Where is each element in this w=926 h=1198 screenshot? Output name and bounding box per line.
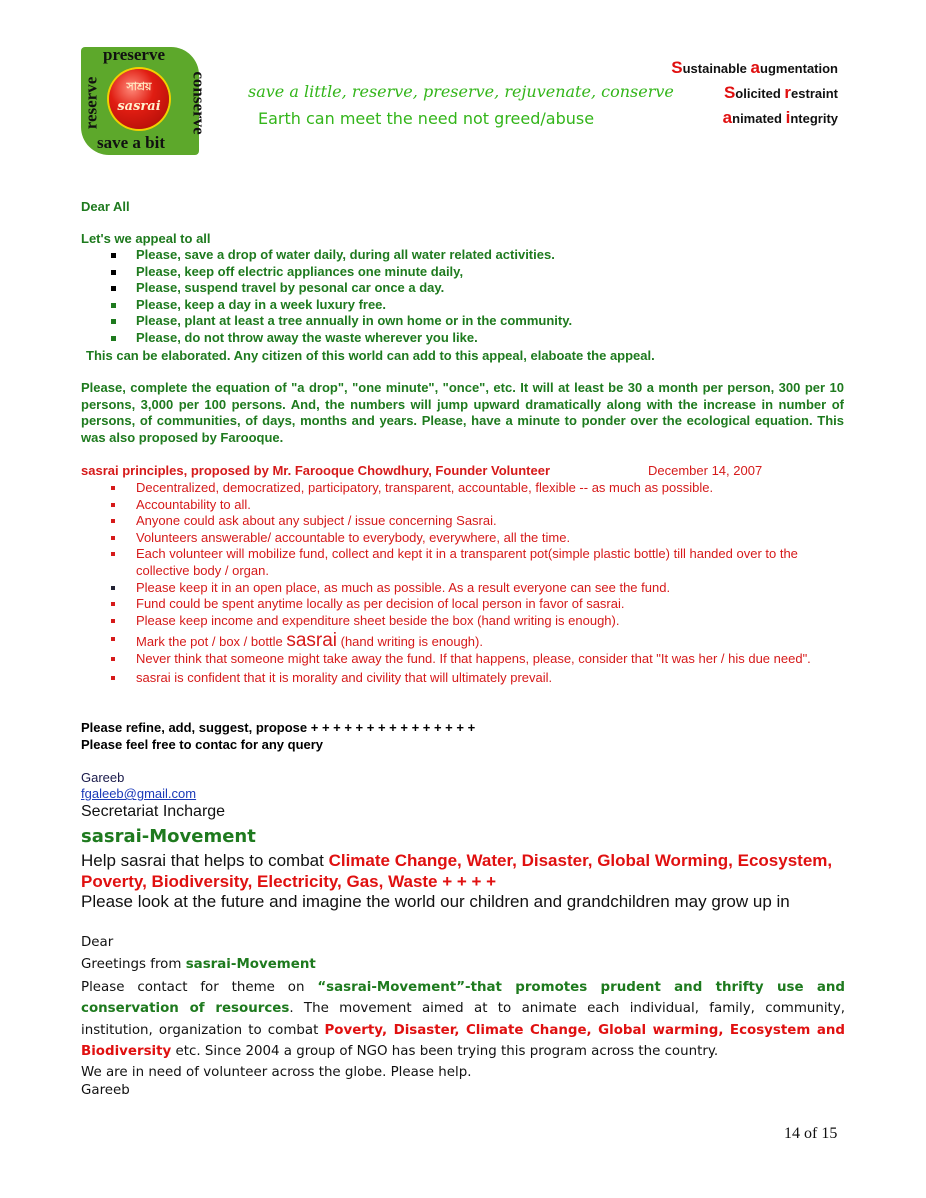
letter-text: . The movement aimed at to animate each individual, family, community, institution, organization to combat bbox=[81, 1001, 845, 1038]
letter-volunteer: We are in need of volunteer across the globe. Please help. bbox=[81, 1065, 472, 1081]
principle-item: sasrai is confident that it is morality and civility that will ultimately prevail. bbox=[110, 670, 850, 687]
letter-greeting bbox=[81, 957, 316, 972]
acronym-cap: i bbox=[785, 108, 791, 127]
greeting-prefix: Greetings from bbox=[81, 957, 186, 972]
greeting-movement: sasrai-Movement bbox=[185, 957, 316, 972]
letter-theme: “sasrai-Movement”-that promotes prudent and thrifty use and conservation of resources bbox=[81, 980, 845, 1017]
acronym-rest: nimated bbox=[732, 111, 786, 126]
help-causes: Climate Change, Water, Disaster, Global Worming, Ecosystem, Poverty, Biodiversity, Electricity, Gas, Waste + + + + bbox=[81, 851, 833, 891]
acronym-rest: ustainable bbox=[682, 61, 751, 76]
letter-signature: Gareeb bbox=[81, 1083, 130, 1098]
principles-date: December 14, 2007 bbox=[648, 463, 763, 478]
mark-text-before: Mark the pot / box / bottle bbox=[136, 634, 287, 650]
acronym-rest: olicited bbox=[735, 86, 785, 101]
logo-word-right: conserve bbox=[189, 71, 209, 135]
acronym-cap: a bbox=[722, 108, 733, 127]
future-statement: Please look at the future and imagine the world our children and grandchildren may grow up in bbox=[81, 892, 790, 911]
appeal-item: Please, suspend travel by pesonal car once a day. bbox=[110, 280, 572, 297]
tagline-primary: save a little, reserve, preserve, rejuvenate, conserve bbox=[248, 82, 674, 101]
appeal-intro: Let's we appeal to all bbox=[81, 231, 211, 246]
appeal-item: Please, plant at least a tree annually in own home or in the community. bbox=[110, 313, 572, 330]
principle-item: Fund could be spent anytime locally as per decision of local person in favor of sasrai. bbox=[110, 596, 850, 613]
principle-item: Never think that someone might take away the fund. If that happens, please, consider that "It was her / his due need". bbox=[110, 651, 850, 668]
appeal-item: Please, keep off electric appliances one minute daily, bbox=[110, 264, 572, 281]
principle-item: Please keep income and expenditure sheet beside the box (hand writing is enough). bbox=[110, 613, 850, 630]
movement-title: sasrai-Movement bbox=[81, 826, 256, 847]
acronym-cap: S bbox=[671, 58, 683, 77]
sasrai-logo bbox=[81, 45, 209, 155]
letter-salutation: Dear bbox=[81, 935, 114, 950]
appeal-list bbox=[110, 247, 572, 347]
appeal-greeting: Dear All bbox=[81, 199, 130, 214]
logo-globe-icon bbox=[109, 69, 169, 129]
mark-sasrai-word: sasrai bbox=[286, 630, 337, 652]
principle-item: Please keep it in an open place, as much as possible. As a result everyone can see the fund. bbox=[110, 580, 850, 597]
principles-heading: sasrai principles, proposed by Mr. Farooque Chowdhury, Founder Volunteer bbox=[81, 463, 551, 478]
acronym-line bbox=[671, 58, 838, 78]
signature-name: Gareeb bbox=[81, 770, 125, 785]
letter-text: etc. Since 2004 a group of NGO has been trying this program across the country. bbox=[171, 1043, 719, 1059]
acronym-line bbox=[724, 83, 838, 103]
acronym-rest: ugmentation bbox=[760, 61, 838, 76]
logo-mark: সাশ্রয় bbox=[126, 80, 152, 93]
principles-list bbox=[110, 480, 850, 687]
help-statement bbox=[81, 850, 861, 892]
principle-item: Anyone could ask about any subject / issue concerning Sasrai. bbox=[110, 513, 850, 530]
logo-word-left: reserve bbox=[81, 76, 101, 130]
letter-text: Please contact for theme on bbox=[81, 980, 318, 995]
principle-item-mark bbox=[110, 631, 850, 651]
letter-causes: Poverty, Disaster, Climate Change, Global warming, Ecosystem and Biodiversity bbox=[81, 1022, 845, 1059]
principle-item: Each volunteer will mobilize fund, collect and kept it in a transparent pot(simple plastic bottle) till handed over to the collective body / organ. bbox=[110, 546, 850, 579]
acronym-rest: ntegrity bbox=[790, 111, 838, 126]
acronym-rest: estraint bbox=[791, 86, 838, 101]
principle-item: Accountability to all. bbox=[110, 497, 850, 514]
appeal-item: Please, save a drop of water daily, during all water related activities. bbox=[110, 247, 572, 264]
logo-word-bottom: save a bit bbox=[97, 133, 165, 152]
appeal-item: Please, do not throw away the waste wherever you like. bbox=[110, 330, 572, 347]
signature-role: Secretariat Incharge bbox=[81, 803, 226, 820]
appeal-item: Please, keep a day in a week luxury free. bbox=[110, 297, 572, 314]
refine-line: Please refine, add, suggest, propose + + + + + + + + + + + + + + + bbox=[81, 720, 476, 735]
email-link[interactable]: fgaleeb@gmail.com bbox=[81, 786, 197, 801]
tagline-secondary: Earth can meet the need not greed/abuse bbox=[258, 109, 595, 128]
principle-item: Decentralized, democratized, participatory, transparent, accountable, flexible -- as much as possible. bbox=[110, 480, 850, 497]
acronym-line bbox=[723, 108, 838, 128]
acronym-cap: a bbox=[750, 58, 760, 77]
logo-brand: sasrai bbox=[117, 99, 161, 114]
mark-text-after: (hand writing is enough). bbox=[337, 634, 483, 650]
logo-word-top: preserve bbox=[103, 45, 165, 64]
acronym-cap: S bbox=[723, 83, 736, 102]
equation-paragraph: Please, complete the equation of "a drop", "one minute", "once", etc. It will at least be 30 a month per person, 300 per 10 persons, 3,000 per 100 persons. And, the numbers will jump upward dramatically along with the increase in number of persons, of communities, of days, months and years. Please, have a minute to ponder over the ecological equation. This was also proposed by Farooque. bbox=[81, 380, 844, 445]
help-prefix: Help sasrai that helps to combat bbox=[81, 851, 329, 870]
contact-line: Please feel free to contac for any query bbox=[81, 737, 324, 752]
letter-body bbox=[81, 977, 845, 1083]
page-number: 14 of 15 bbox=[784, 1125, 838, 1142]
principle-item: Volunteers answerable/ accountable to everybody, everywhere, all the time. bbox=[110, 530, 850, 547]
appeal-elaborate: This can be elaborated. Any citizen of this world can add to this appeal, elaboate the appeal. bbox=[86, 348, 655, 363]
acronym-cap: r bbox=[784, 83, 792, 102]
